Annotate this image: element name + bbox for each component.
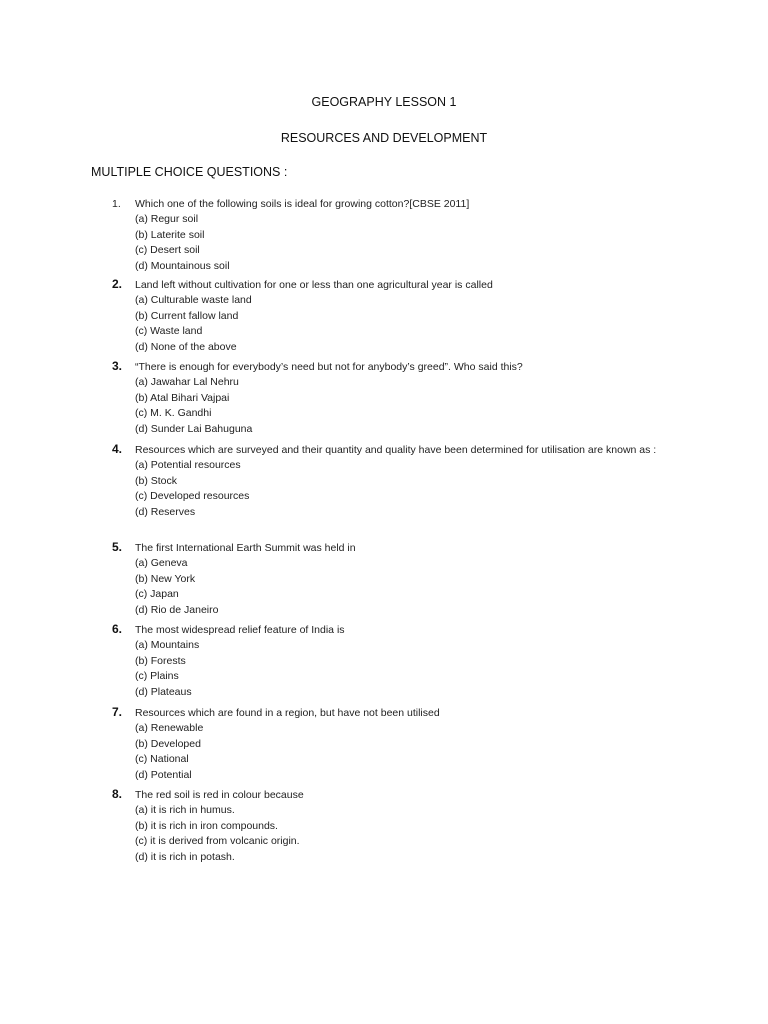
question-number: 5. <box>112 540 123 554</box>
question-8 <box>112 787 672 865</box>
option-c: (c) National <box>135 753 189 766</box>
option-a: (a) Mountains <box>135 639 200 651</box>
question-text: The most widespread relief feature of India is <box>135 624 345 636</box>
option-a: (a) Culturable waste land <box>135 294 252 306</box>
question-text: Resources which are found in a region, but have not been utilised <box>135 707 440 719</box>
option-b: (b) Developed <box>135 737 201 750</box>
option-b: (b) Atal Bihari Vajpai <box>135 391 230 404</box>
question-1 <box>112 196 672 274</box>
option-d: (d) it is rich in potash. <box>135 850 235 863</box>
question-line <box>112 277 672 293</box>
question-number: 2. <box>112 277 123 291</box>
option-d: (d) Potential <box>135 768 192 781</box>
option-list <box>112 375 672 437</box>
option-a: (a) Jawahar Lal Nehru <box>135 376 239 388</box>
question-number: 4. <box>112 442 123 456</box>
question-text: Which one of the following soils is ideal for growing cotton?[CBSE 2011] <box>135 198 470 210</box>
question-5 <box>112 540 672 618</box>
option-a: (a) Regur soil <box>135 213 199 225</box>
option-c: (c) M. K. Gandhi <box>135 407 212 420</box>
question-line <box>112 196 672 212</box>
option-b: (b) Stock <box>135 474 178 487</box>
question-4 <box>112 442 672 520</box>
question-line <box>112 622 672 638</box>
section-heading: MULTIPLE CHOICE QUESTIONS : <box>91 165 288 179</box>
question-number: 1. <box>112 198 121 210</box>
option-list <box>112 458 672 520</box>
question-text: Resources which are surveyed and their quantity and quality have been determined for utilisation are known as : <box>135 444 657 456</box>
option-c: (c) Japan <box>135 588 179 601</box>
option-list <box>112 803 672 865</box>
option-list <box>112 556 672 618</box>
option-list <box>112 293 672 355</box>
option-c: (c) Developed resources <box>135 490 250 503</box>
option-b: (b) Current fallow land <box>135 309 239 322</box>
option-a: (a) Potential resources <box>135 459 241 471</box>
option-b: (b) it is rich in iron compounds. <box>135 819 278 832</box>
question-3 <box>112 359 672 437</box>
question-number: 7. <box>112 705 123 719</box>
question-number: 6. <box>112 622 123 636</box>
question-2 <box>112 277 672 355</box>
question-text: The red soil is red in colour because <box>135 789 304 801</box>
option-d: (d) Mountainous soil <box>135 259 230 272</box>
option-b: (b) New York <box>135 572 196 585</box>
option-d: (d) Plateaus <box>135 685 192 698</box>
question-line <box>112 359 672 375</box>
option-d: (d) None of the above <box>135 340 237 353</box>
option-d: (d) Sunder Lai Bahuguna <box>135 422 253 435</box>
question-text: “There is enough for everybody’s need but not for anybody’s greed”. Who said this? <box>135 361 523 373</box>
question-text: The first International Earth Summit was held in <box>135 542 356 554</box>
option-d: (d) Rio de Janeiro <box>135 603 219 616</box>
option-c: (c) Desert soil <box>135 244 200 257</box>
option-a: (a) Renewable <box>135 722 204 734</box>
option-c: (c) it is derived from volcanic origin. <box>135 835 300 848</box>
question-7 <box>112 705 672 783</box>
question-line <box>112 442 672 458</box>
option-d: (d) Reserves <box>135 505 196 518</box>
option-list <box>112 638 672 700</box>
option-a: (a) Geneva <box>135 557 188 569</box>
question-line <box>112 540 672 556</box>
option-c: (c) Waste land <box>135 325 203 338</box>
option-b: (b) Laterite soil <box>135 228 205 241</box>
question-text: Land left without cultivation for one or less than one agricultural year is called <box>135 279 493 291</box>
option-c: (c) Plains <box>135 670 179 683</box>
option-list <box>112 721 672 783</box>
option-b: (b) Forests <box>135 654 186 667</box>
document-subtitle: RESOURCES AND DEVELOPMENT <box>280 131 488 145</box>
option-a: (a) it is rich in humus. <box>135 804 235 816</box>
question-number: 3. <box>112 359 123 373</box>
document-title: GEOGRAPHY LESSON 1 <box>311 95 457 109</box>
question-line <box>112 705 672 721</box>
question-line <box>112 787 672 803</box>
option-list <box>112 212 672 274</box>
question-number: 8. <box>112 787 123 801</box>
question-6 <box>112 622 672 700</box>
